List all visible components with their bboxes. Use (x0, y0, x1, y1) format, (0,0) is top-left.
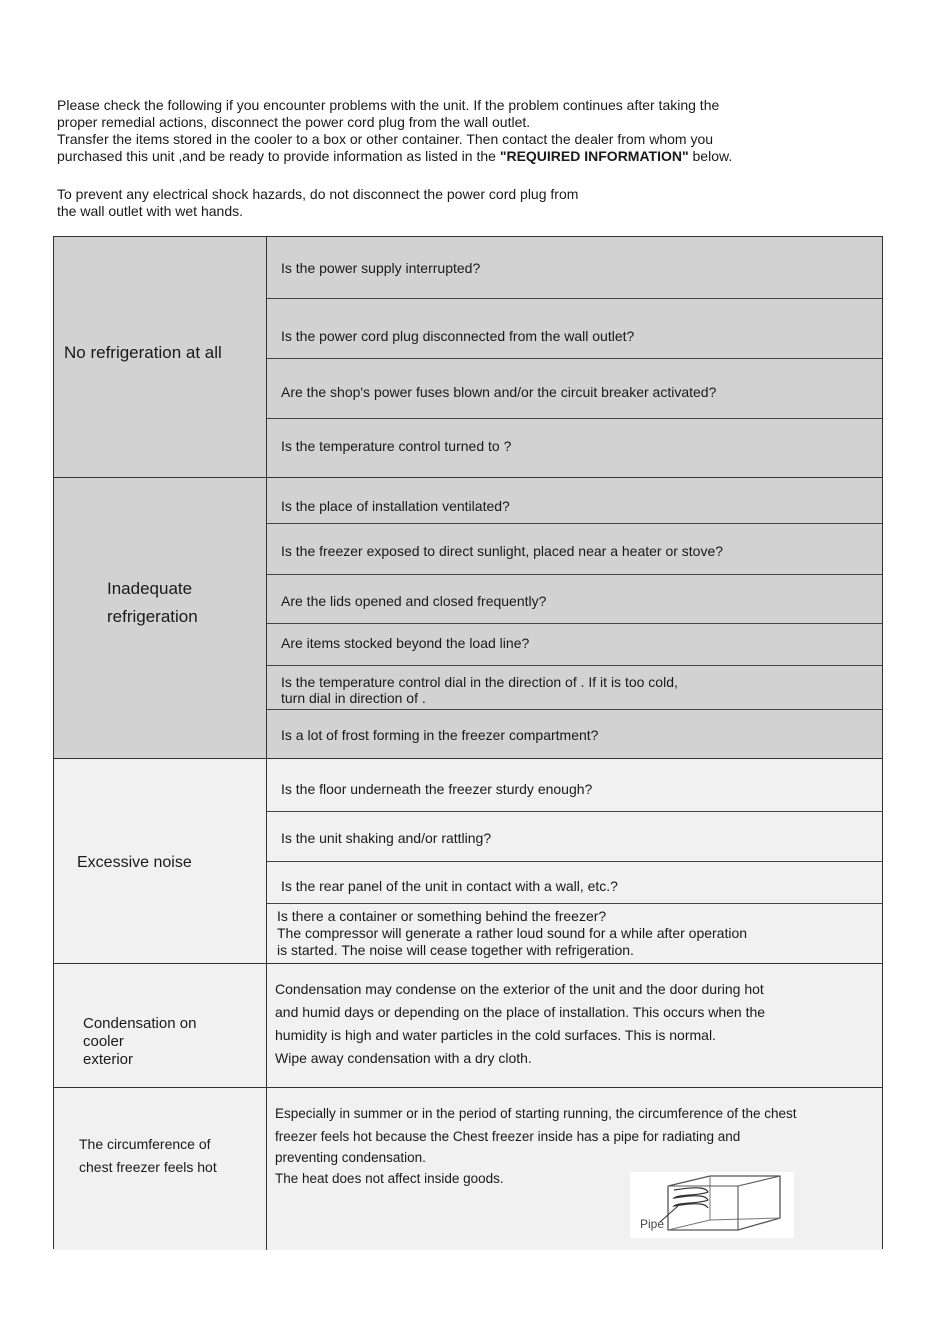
check-item-text: is started. The noise will cease together with refrigeration. (277, 942, 634, 958)
check-item-text: Are items stocked beyond the load line? (281, 635, 530, 651)
check-item (267, 759, 882, 812)
check-item-text: Is the temperature control dial in the direction of . If it is too cold, (281, 674, 678, 690)
section-label: Inadequate (107, 579, 193, 598)
intro-text: purchased this unit ,and be ready to provide information as listed in the (57, 148, 500, 164)
condensation-text (275, 978, 765, 1070)
intro-line: Please check the following if you encounter problems with the unit. If the problem continues after taking the (57, 97, 720, 113)
troubleshooting-table (53, 236, 883, 1249)
check-item (267, 524, 882, 575)
section-circumference-hot (54, 1088, 882, 1250)
check-item-text: Are the shop's power fuses blown and/or the circuit breaker activated? (281, 384, 717, 400)
intro-text: below. (688, 148, 733, 164)
section-label: refrigeration (107, 607, 198, 626)
check-item-text: Is the floor underneath the freezer sturdy enough? (281, 781, 593, 797)
text-line: The heat does not affect inside goods. (275, 1171, 504, 1186)
check-item-text: turn dial in direction of . (281, 690, 426, 706)
check-item-text: Is the power cord plug disconnected from the wall outlet? (281, 328, 635, 344)
section-items (267, 237, 882, 477)
section-label: The circumference of (79, 1136, 211, 1152)
check-item-text: Is the temperature control turned to ? (281, 438, 512, 454)
check-item (267, 299, 882, 359)
text-line: and humid days or depending on the place of installation. This occurs when the (275, 1004, 766, 1020)
check-item (267, 624, 882, 666)
section-excessive-noise (54, 759, 882, 964)
intro-line (57, 148, 857, 165)
check-item-text: The compressor will generate a rather loud sound for a while after operation (277, 925, 748, 941)
check-item (267, 419, 882, 477)
section-inadequate-refrigeration (54, 478, 882, 759)
warning-line: To prevent any electrical shock hazards, do not disconnect the power cord plug from (57, 186, 579, 202)
intro-paragraph (57, 97, 857, 165)
check-item (267, 666, 882, 710)
text-line: freezer feels hot because the Chest freezer inside has a pipe for radiating and (275, 1129, 741, 1144)
check-item-text: Are the lids opened and closed frequently? (281, 593, 547, 609)
section-label-cell (54, 759, 267, 963)
required-information-label: "REQUIRED INFORMATION" (499, 148, 689, 164)
check-item (267, 575, 882, 624)
section-label: Excessive noise (77, 854, 192, 871)
pipe-diagram (630, 1172, 794, 1238)
section-label: cooler (83, 1033, 124, 1050)
check-item-text: Is there a container or something behind the freezer? (277, 908, 607, 924)
text-line: humidity is high and water particles in the cold surfaces. This is normal. (275, 1027, 716, 1043)
check-item (267, 237, 882, 299)
section-items (267, 1088, 882, 1250)
intro-line: Transfer the items stored in the cooler to a box or other container. Then contact the dealer from whom you (57, 131, 714, 147)
section-label: Condensation on (83, 1015, 197, 1032)
section-items (267, 759, 882, 963)
section-label: No refrigeration at all (64, 343, 222, 362)
check-item (267, 710, 882, 758)
check-item (267, 478, 882, 524)
section-items (267, 964, 882, 1087)
check-item (267, 862, 882, 904)
section-condensation (54, 964, 882, 1088)
section-label-cell (54, 964, 267, 1087)
check-item-text: Is the freezer exposed to direct sunlight, placed near a heater or stove? (281, 543, 724, 559)
section-label-cell (54, 1088, 267, 1250)
check-item-text: Is a lot of frost forming in the freezer compartment? (281, 727, 599, 743)
section-items (267, 478, 882, 758)
section-label: chest freezer feels hot (79, 1159, 217, 1175)
check-item-text: Is the place of installation ventilated? (281, 498, 510, 514)
section-label-cell (54, 478, 267, 758)
section-label: exterior (83, 1051, 134, 1068)
text-line: Condensation may condense on the exterior of the unit and the door during hot (275, 981, 764, 997)
text-line: preventing condensation. (275, 1150, 426, 1165)
text-line: Especially in summer or in the period of starting running, the circumference of the chest (275, 1106, 797, 1121)
shock-warning (57, 186, 697, 220)
intro-line: proper remedial actions, disconnect the power cord plug from the wall outlet. (57, 114, 531, 130)
warning-line: the wall outlet with wet hands. (57, 203, 243, 219)
freezer-pipe-illustration (630, 1172, 794, 1238)
check-item-text: Is the unit shaking and/or rattling? (281, 830, 492, 846)
check-item-text: Is the power supply interrupted? (281, 260, 481, 276)
section-no-refrigeration (54, 237, 882, 478)
check-item (267, 812, 882, 862)
check-item (267, 359, 882, 419)
check-item-text: Is the rear panel of the unit in contact with a wall, etc.? (281, 878, 618, 894)
pipe-label: Pipe (640, 1217, 665, 1231)
section-label-cell (54, 237, 267, 477)
check-item (267, 904, 882, 964)
text-line: Wipe away condensation with a dry cloth. (275, 1050, 532, 1066)
